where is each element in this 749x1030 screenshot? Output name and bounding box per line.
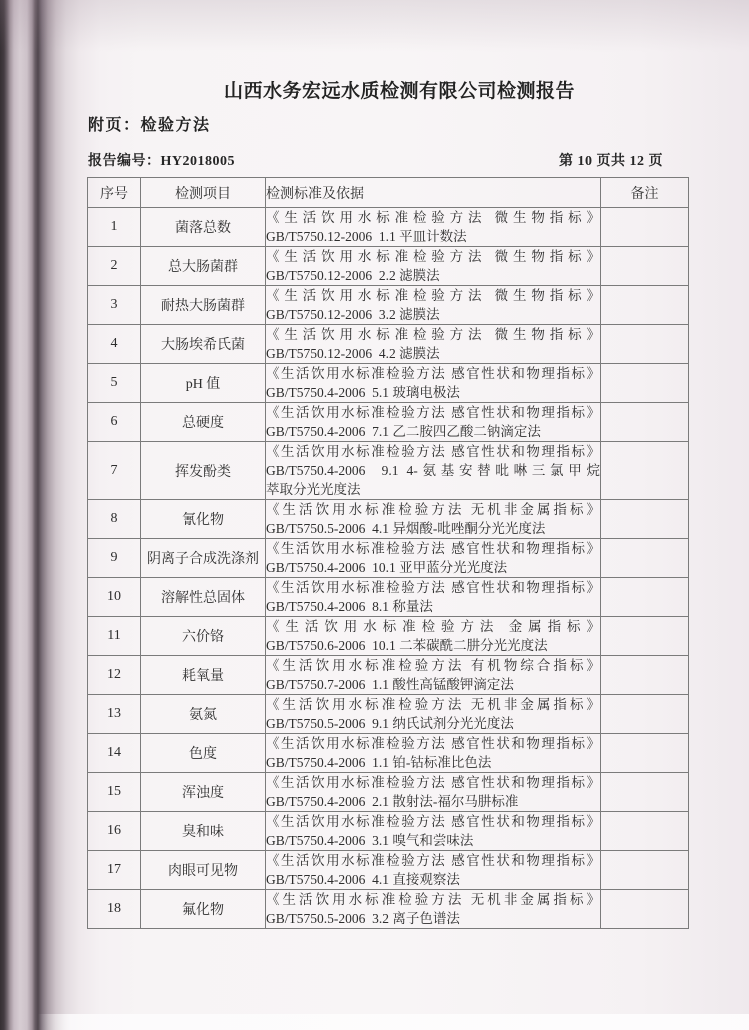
row-serial-number: 4 xyxy=(88,325,141,364)
row-test-item: 氟化物 xyxy=(141,890,266,929)
row-test-item: 氰化物 xyxy=(141,500,266,539)
row-standard-cell xyxy=(266,890,601,929)
row-test-item: 氨氮 xyxy=(141,695,266,734)
row-serial-number: 17 xyxy=(88,851,141,890)
row-test-item: 大肠埃希氏菌 xyxy=(141,325,266,364)
top-scan-shadow xyxy=(0,0,749,52)
table-row xyxy=(88,500,689,539)
row-test-item: 菌落总数 xyxy=(141,208,266,247)
header-standard: 检测标准及依据 xyxy=(266,178,601,208)
table-row xyxy=(88,890,689,929)
table-row xyxy=(88,773,689,812)
standard-method-line: GB/T5750.12-2006 1.1 平皿计数法 xyxy=(266,229,467,244)
row-remark-cell xyxy=(601,286,689,325)
table-row xyxy=(88,539,689,578)
header-remark: 备注 xyxy=(601,178,689,208)
row-serial-number: 7 xyxy=(88,442,141,500)
table-row xyxy=(88,442,689,500)
table-row xyxy=(88,325,689,364)
page-title: 山西水务宏远水质检测有限公司检测报告 xyxy=(223,81,575,102)
row-remark-cell xyxy=(601,539,689,578)
row-test-item: 耗氧量 xyxy=(141,656,266,695)
row-serial-number: 15 xyxy=(88,773,141,812)
row-remark-cell xyxy=(601,403,689,442)
row-standard-cell xyxy=(266,208,601,247)
standard-name-line: 《生活饮用水标准检验方法 有机物综合指标》 xyxy=(266,658,600,673)
row-serial-number: 8 xyxy=(88,500,141,539)
header-serial-number: 序号 xyxy=(88,178,141,208)
row-serial-number: 10 xyxy=(88,578,141,617)
standard-method-line: GB/T5750.5-2006 4.1 异烟酸-吡唑酮分光光度法 xyxy=(266,521,546,536)
table-row xyxy=(88,286,689,325)
standard-name-line: 《生活饮用水标准检验方法 感官性状和物理指标》 xyxy=(266,775,600,790)
row-serial-number: 5 xyxy=(88,364,141,403)
row-test-item: pH 值 xyxy=(141,364,266,403)
row-serial-number: 1 xyxy=(88,208,141,247)
table-row xyxy=(88,247,689,286)
table-row xyxy=(88,617,689,656)
standard-name-line: 《生活饮用水标准检验方法 金属指标》 xyxy=(266,619,600,634)
row-serial-number: 2 xyxy=(88,247,141,286)
row-standard-cell xyxy=(266,286,601,325)
row-standard-cell xyxy=(266,500,601,539)
standard-method-line: GB/T5750.12-2006 2.2 滤膜法 xyxy=(266,268,440,283)
standard-method-line: GB/T5750.4-2006 3.1 嗅气和尝味法 xyxy=(266,833,474,848)
row-test-item: 臭和味 xyxy=(141,812,266,851)
row-remark-cell xyxy=(601,812,689,851)
row-remark-cell xyxy=(601,442,689,500)
page-indicator: 第 10 页共 12 页 xyxy=(559,154,663,169)
standard-name-line: 《生活饮用水标准检验方法 微生物指标》 xyxy=(266,327,600,342)
row-remark-cell xyxy=(601,364,689,403)
standard-method-line-2: 萃取分光光度法 xyxy=(266,482,361,497)
standard-name-line: 《生活饮用水标准检验方法 微生物指标》 xyxy=(266,210,600,225)
row-serial-number: 18 xyxy=(88,890,141,929)
standard-method-line: GB/T5750.12-2006 3.2 滤膜法 xyxy=(266,307,440,322)
row-remark-cell xyxy=(601,617,689,656)
row-test-item: 总硬度 xyxy=(141,403,266,442)
row-remark-cell xyxy=(601,890,689,929)
row-test-item: 肉眼可见物 xyxy=(141,851,266,890)
standard-method-line: GB/T5750.4-2006 5.1 玻璃电极法 xyxy=(266,385,460,400)
row-serial-number: 6 xyxy=(88,403,141,442)
row-standard-cell xyxy=(266,578,601,617)
standard-name-line: 《生活饮用水标准检验方法 感官性状和物理指标》 xyxy=(266,405,600,420)
row-standard-cell xyxy=(266,773,601,812)
table-row xyxy=(88,578,689,617)
row-test-item: 六价铬 xyxy=(141,617,266,656)
row-remark-cell xyxy=(601,578,689,617)
standard-name-line: 《生活饮用水标准检验方法 感官性状和物理指标》 xyxy=(266,444,600,459)
row-remark-cell xyxy=(601,851,689,890)
standard-method-line: GB/T5750.4-2006 10.1 亚甲蓝分光光度法 xyxy=(266,560,508,575)
row-serial-number: 13 xyxy=(88,695,141,734)
row-standard-cell xyxy=(266,656,601,695)
row-standard-cell xyxy=(266,442,601,500)
standard-name-line: 《生活饮用水标准检验方法 无机非金属指标》 xyxy=(266,502,600,517)
row-remark-cell xyxy=(601,656,689,695)
methods-table-body xyxy=(88,208,689,929)
table-row xyxy=(88,403,689,442)
report-number: 报告编号：HY2018005 xyxy=(88,154,235,169)
standard-name-line: 《生活饮用水标准检验方法 感官性状和物理指标》 xyxy=(266,580,600,595)
row-standard-cell xyxy=(266,851,601,890)
standard-name-line: 《生活饮用水标准检验方法 无机非金属指标》 xyxy=(266,697,600,712)
table-row xyxy=(88,656,689,695)
methods-table xyxy=(87,177,689,929)
table-row xyxy=(88,851,689,890)
standard-name-line: 《生活饮用水标准检验方法 感官性状和物理指标》 xyxy=(266,541,600,556)
row-test-item: 耐热大肠菌群 xyxy=(141,286,266,325)
row-test-item: 阴离子合成洗涤剂 xyxy=(141,539,266,578)
standard-method-line: GB/T5750.5-2006 3.2 离子色谱法 xyxy=(266,911,460,926)
table-row xyxy=(88,812,689,851)
standard-method-line: GB/T5750.4-2006 8.1 称量法 xyxy=(266,599,433,614)
standard-name-line: 《生活饮用水标准检验方法 感官性状和物理指标》 xyxy=(266,814,600,829)
row-remark-cell xyxy=(601,734,689,773)
row-serial-number: 9 xyxy=(88,539,141,578)
row-standard-cell xyxy=(266,325,601,364)
row-remark-cell xyxy=(601,500,689,539)
row-test-item: 挥发酚类 xyxy=(141,442,266,500)
row-test-item: 浑浊度 xyxy=(141,773,266,812)
row-serial-number: 14 xyxy=(88,734,141,773)
row-standard-cell xyxy=(266,695,601,734)
standard-method-line: GB/T5750.7-2006 1.1 酸性高锰酸钾滴定法 xyxy=(266,677,514,692)
standard-method-line: GB/T5750.4-2006 1.1 铂-钴标准比色法 xyxy=(266,755,492,770)
row-remark-cell xyxy=(601,773,689,812)
page-subtitle: 附页：检验方法 xyxy=(88,117,211,134)
standard-method-line: GB/T5750.4-2006 4.1 直接观察法 xyxy=(266,872,460,887)
row-serial-number: 11 xyxy=(88,617,141,656)
row-standard-cell xyxy=(266,403,601,442)
row-test-item: 色度 xyxy=(141,734,266,773)
standard-name-line: 《生活饮用水标准检验方法 感官性状和物理指标》 xyxy=(266,853,600,868)
row-test-item: 溶解性总固体 xyxy=(141,578,266,617)
standard-method-line: GB/T5750.12-2006 4.2 滤膜法 xyxy=(266,346,440,361)
row-standard-cell xyxy=(266,247,601,286)
row-remark-cell xyxy=(601,695,689,734)
row-remark-cell xyxy=(601,247,689,286)
standard-method-line: GB/T5750.5-2006 9.1 纳氏试剂分光光度法 xyxy=(266,716,514,731)
row-test-item: 总大肠菌群 xyxy=(141,247,266,286)
standard-name-line: 《生活饮用水标准检验方法 微生物指标》 xyxy=(266,288,600,303)
table-row xyxy=(88,695,689,734)
table-row xyxy=(88,208,689,247)
standard-method-line: GB/T5750.4-2006 7.1 乙二胺四乙酸二钠滴定法 xyxy=(266,424,541,439)
row-remark-cell xyxy=(601,325,689,364)
row-standard-cell xyxy=(266,364,601,403)
row-serial-number: 12 xyxy=(88,656,141,695)
header-test-item: 检测项目 xyxy=(141,178,266,208)
row-standard-cell xyxy=(266,617,601,656)
standard-method-line: GB/T5750.6-2006 10.1 二苯碳酰二肼分光光度法 xyxy=(266,638,548,653)
row-standard-cell xyxy=(266,812,601,851)
standard-name-line: 《生活饮用水标准检验方法 感官性状和物理指标》 xyxy=(266,736,600,751)
row-serial-number: 16 xyxy=(88,812,141,851)
row-standard-cell xyxy=(266,539,601,578)
table-header-row xyxy=(88,178,689,208)
row-remark-cell xyxy=(601,208,689,247)
table-row xyxy=(88,364,689,403)
standard-name-line: 《生活饮用水标准检验方法 感官性状和物理指标》 xyxy=(266,366,600,381)
row-serial-number: 3 xyxy=(88,286,141,325)
row-standard-cell xyxy=(266,734,601,773)
table-row xyxy=(88,734,689,773)
standard-method-line: GB/T5750.4-2006 9.1 4-氨基安替吡啉三氯甲烷 xyxy=(266,463,600,478)
standard-name-line: 《生活饮用水标准检验方法 无机非金属指标》 xyxy=(266,892,600,907)
standard-method-line: GB/T5750.4-2006 2.1 散射法-福尔马肼标准 xyxy=(266,794,519,809)
standard-name-line: 《生活饮用水标准检验方法 微生物指标》 xyxy=(266,249,600,264)
bottom-page-edge xyxy=(0,1014,749,1030)
